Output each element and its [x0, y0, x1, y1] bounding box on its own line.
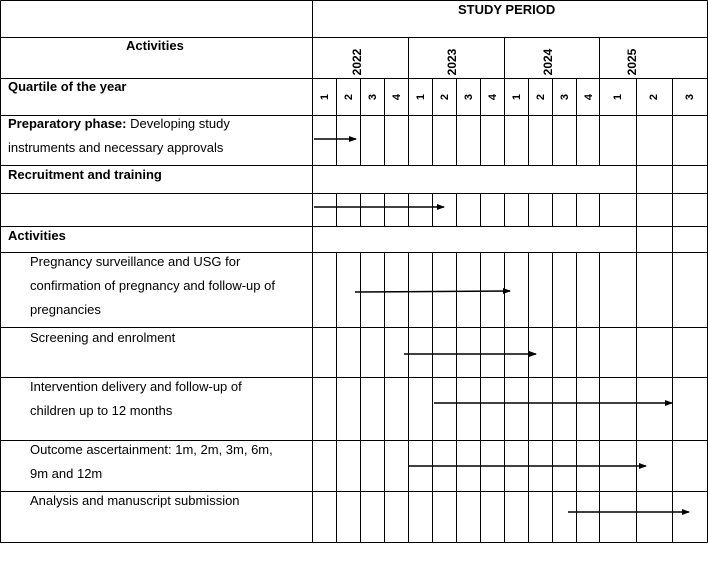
- outcome-line2: 9m and 12m: [30, 466, 103, 481]
- quarter-label: 3: [559, 93, 571, 101]
- recruitment-label: Recruitment and training: [8, 167, 162, 182]
- quarter-lines-recruit: [337, 194, 673, 227]
- year-2023: 2023: [445, 48, 459, 76]
- quarter-label: 2: [535, 93, 547, 101]
- timeline-arrows: [314, 139, 689, 512]
- pregnancy-surveillance-line1: Pregnancy surveillance and USG for: [30, 254, 241, 269]
- quarter-label: 2: [343, 93, 355, 101]
- quarter-label: 1: [612, 93, 624, 101]
- quarter-lines-activities: [337, 253, 673, 543]
- study-period-header: STUDY PERIOD: [458, 2, 556, 17]
- intervention-line1: Intervention delivery and follow-up of: [30, 379, 242, 394]
- outcome-line1: Outcome ascertainment: 1m, 2m, 3m, 6m,: [30, 442, 273, 457]
- analysis-label: Analysis and manuscript submission: [30, 493, 240, 508]
- activities-header: Activities: [126, 38, 184, 53]
- quarter-label: 4: [487, 93, 499, 101]
- year-2025: 2025: [625, 48, 639, 76]
- quarter-label: 3: [463, 93, 475, 101]
- quarter-label: 3: [367, 93, 379, 101]
- year-2022: 2022: [350, 48, 364, 76]
- arrow-pregnancy-surveillance: [355, 291, 510, 292]
- activities-section-label: Activities: [8, 228, 66, 243]
- preparatory-phase-label: [8, 112, 230, 136]
- preparatory-phase-text: Developing study: [126, 116, 230, 131]
- screening-label: Screening and enrolment: [30, 330, 176, 345]
- quarter-label: 3: [684, 93, 696, 101]
- quartile-header: Quartile of the year: [8, 79, 127, 94]
- pregnancy-surveillance-line2: confirmation of pregnancy and follow-up of: [30, 278, 275, 293]
- quarter-label: 1: [415, 93, 427, 101]
- preparatory-phase-line2: instruments and necessary approvals: [8, 140, 224, 155]
- quarter-label: 2: [648, 93, 660, 101]
- pregnancy-surveillance-line3: pregnancies: [30, 302, 101, 317]
- quarter-label: 1: [511, 93, 523, 101]
- quarter-label: 2: [439, 93, 451, 101]
- preparatory-phase-bold: Preparatory phase:: [8, 116, 127, 131]
- quarter-label: 4: [391, 93, 403, 101]
- intervention-line2: children up to 12 months: [30, 403, 173, 418]
- year-2024: 2024: [541, 48, 555, 76]
- quarter-label: 4: [583, 93, 595, 101]
- quarter-label: 1: [319, 93, 331, 101]
